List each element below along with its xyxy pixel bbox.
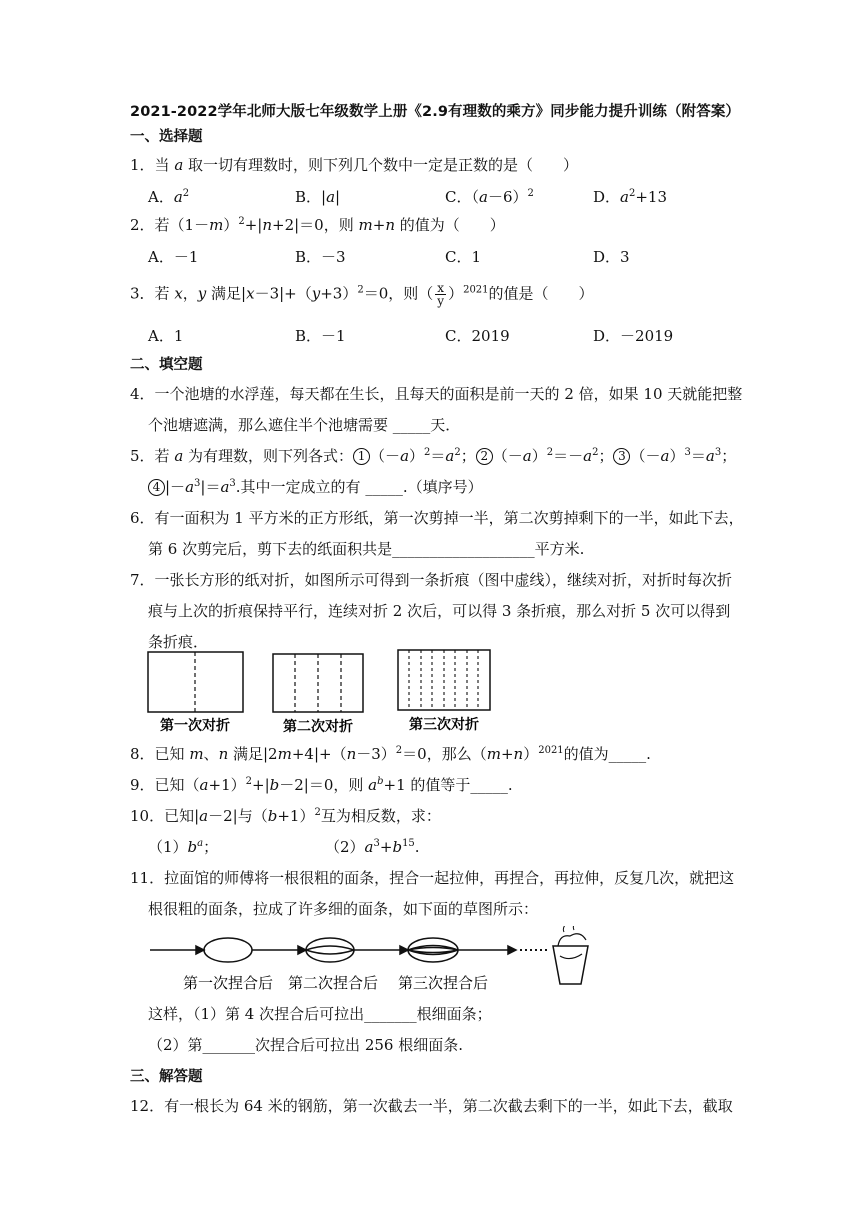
question-11-sub1: 这样，（1）第 4 次捏合后可拉出_______根细面条；	[148, 1005, 492, 1023]
noodle-figure	[148, 926, 608, 996]
question-10: 10．已知|a－2|与$(b+1)^2$互为相反数，求：	[130, 807, 441, 825]
q3-option-a: A．1	[148, 327, 184, 345]
question-8: 8．已知 m、n 满足$|2m+4|+(n-3)^2=0$，那么$(m+n)^{2021}$的值为_____.	[130, 745, 651, 763]
question-11-line1: 11．拉面馆的师傅将一根很粗的面条，捏合一起拉伸，再捏合，再拉伸，反复几次，就把这	[130, 869, 735, 887]
question-7-line2: 痕与上次的折痕保持平行，连续对折 2 次后，可以得 3 条折痕，那么对折 5 次可以得到	[148, 602, 731, 620]
question-2-stem: 2．若$(1-m)^2+|n+2|=0$，则 m+n 的值为（ ）	[130, 216, 505, 234]
noodle-caption-1: 第一次捏合后	[182, 974, 274, 992]
question-5-line1: 5．若 a 为有理数，则下列各式： 1 $(-a)^2=a^2$； 2 $(-a)^2=-a^2$； 3 $(-a)^3=a^3$；	[130, 447, 737, 465]
q3-option-d: D．－2019	[593, 327, 674, 345]
q2-option-b: B．－3	[295, 248, 346, 266]
question-6-line1: 6．有一面积为 1 平方米的正方形纸，第一次剪掉一半，第二次剪掉剩下的一半，如此下去，	[130, 509, 744, 527]
fold-3-creases	[409, 650, 478, 710]
noodle-stage-1	[204, 938, 252, 962]
noodle-stage-2	[306, 938, 354, 962]
bowl-icon	[553, 946, 588, 984]
question-1-stem: 1．当 a 取一切有理数时，则下列几个数中一定是正数的是（ ）	[130, 156, 579, 174]
page-title: 2021-2022学年北师大版七年级数学上册《2.9有理数的乘方》同步能力提升训练（附答案）	[130, 104, 741, 120]
question-11-sub2: （2）第_______次捏合后可拉出 256 根细面条.	[148, 1036, 463, 1054]
noodle-caption-2: 第二次捏合后	[287, 974, 379, 992]
section-heading-choice: 一、选择题	[130, 129, 203, 145]
folding-figure	[145, 648, 505, 736]
question-4-line2: 个池塘遮满，那么遮住半个池塘需要 _____天．	[148, 416, 461, 434]
noodle-caption-3: 第三次捏合后	[397, 974, 489, 992]
section-heading-answer: 三、解答题	[130, 1069, 203, 1085]
question-12-line1: 12．有一根长为 64 米的钢筋，第一次截去一半，第二次截去剩下的一半，如此下去，截取	[130, 1097, 733, 1115]
question-10-part1: $(1)b^a$；	[148, 838, 219, 856]
q1-option-a: A．$a^2$	[148, 188, 190, 206]
fraction-x-over-y: $\frac{x}{y}$	[437, 281, 445, 308]
question-7-line3: 条折痕．	[148, 633, 209, 651]
fold-caption-2: 第二次对折	[283, 719, 353, 735]
fold-caption-1: 第一次对折	[160, 718, 230, 734]
q3-option-c: C．2019	[445, 327, 510, 345]
fold-caption-3: 第三次对折	[409, 717, 479, 733]
question-7-line1: 7．一张长方形的纸对折，如图所示可得到一条折痕（图中虚线），继续对折，对折时每次折	[130, 571, 733, 589]
section-heading-fill: 二、填空题	[130, 357, 203, 373]
q1-option-c: C．$(a-6)^2$	[445, 188, 534, 206]
question-6-line2: 第 6 次剪完后，剪下去的纸面积共是___________________平方米.	[148, 540, 585, 558]
q1-option-b: B．|a|	[295, 188, 341, 206]
question-9: 9．已知$(a+1)^2+|b-2|=0$，则 $a^b+1$ 的值等于_____.	[130, 776, 513, 794]
question-4-line1: 4．一个池塘的水浮莲，每天都在生长，且每天的面积是前一天的 2 倍，如果 10 天就能把整	[130, 385, 743, 403]
q2-option-d: D．3	[593, 248, 630, 266]
question-5-line2: 4 $|-a^3|=a^3$.其中一定成立的有 _____.（填序号）	[148, 477, 483, 497]
q2-option-c: C．1	[445, 248, 482, 266]
noodle-stage-3	[408, 938, 458, 962]
q2-option-a: A．－1	[148, 248, 199, 266]
q1-option-d: D．$a^2+13$	[593, 188, 668, 206]
question-11-line2: 根很粗的面条，拉成了许多细的面条，如下面的草图所示：	[148, 900, 539, 918]
question-3-stem: 3．若 x，y 满足$|x-3|+(y+3)^2=0$，则（ $\frac{x}{y}$ ）$^{2021}$的值是（ ）	[130, 281, 594, 308]
question-10-part2: $(2)a^3+b^{15}$.	[325, 838, 420, 856]
q3-option-b: B．－1	[295, 327, 346, 345]
